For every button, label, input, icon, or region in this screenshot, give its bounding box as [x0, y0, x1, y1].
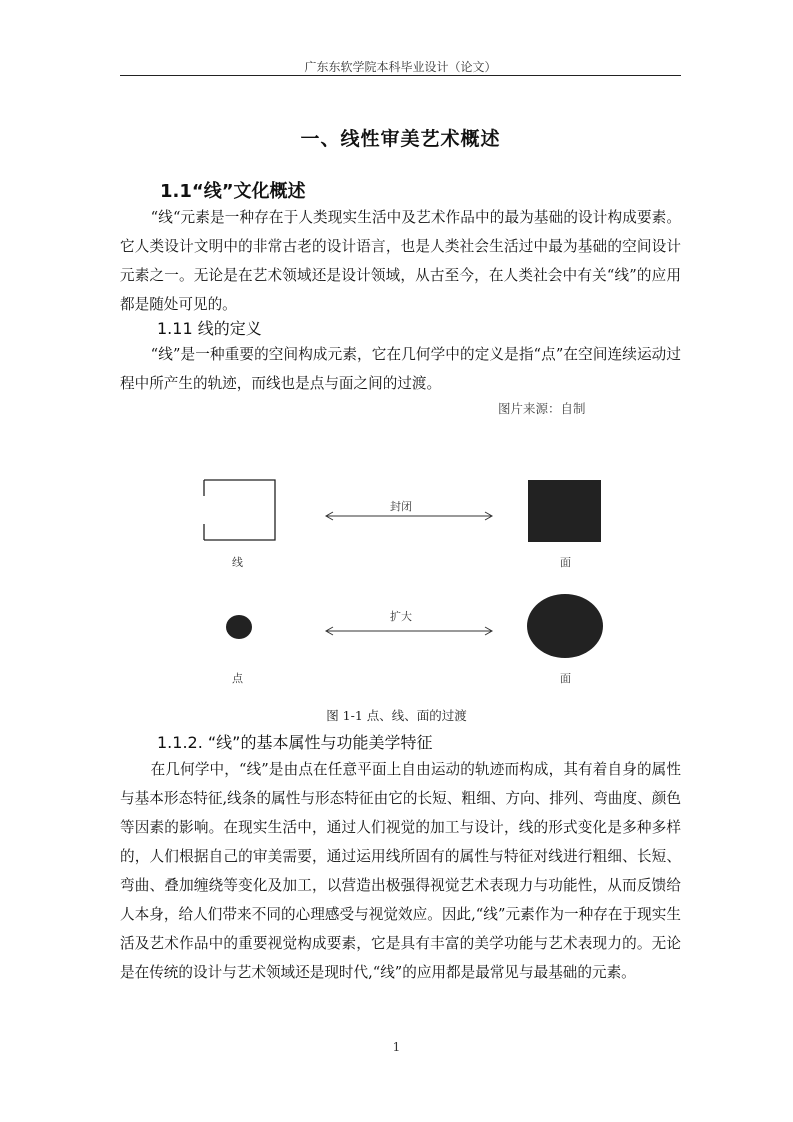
label-face-bottom: 面	[560, 672, 571, 685]
page-number: 1	[392, 1040, 401, 1054]
running-header: 广东东软学院本科毕业设计（论文）	[304, 60, 497, 74]
open-square-shape	[204, 480, 275, 540]
paragraph-line-culture: “线“元素是一种存在于人类现实生活中及艺术作品中的最为基础的设计构成要素。它人类设计文明中的非常古老的设计语言，也是人类社会生活过中最为基础的空间设计元素之一。无论是在艺术领域还是设计领域，从古至今，在人类社会中有关“线”的应用都是随处可见的。	[120, 209, 681, 313]
label-line: 线	[232, 556, 243, 569]
section-heading-1-1: 1.1“线”文化概述	[160, 181, 306, 202]
image-source-note: 图片来源：自制	[498, 401, 586, 416]
figure-caption: 图 1-1 点、线、面的过渡	[326, 708, 467, 723]
small-dot-shape	[226, 615, 252, 639]
paragraph-line-attributes: 在几何学中，“线”是由点在任意平面上自由运动的轨迹而构成，其有着自身的属性与基本形态特征,线条的属性与形态特征由它的长短、粗细、方向、排列、弯曲度、颜色等因素的影响。在现实生活中，通过人们视觉的加工与设计，线的形式变化是多种多样的，人们根据自己的审美需要，通过运用线所固有的属性与特征对线进行粗细、长短、弯曲、叠加缠绕等变化及加工，以营造出极强得视觉艺术表现力与功能性，从而反馈给人本身，给人们带来不同的心理感受与视觉效应。因此,“线”元素作为一种存在于现实生活及艺术作品中的重要视觉构成要素，它是具有丰富的美学功能与艺术表现力的。无论是在传统的设计与艺术领域还是现时代,“线”的应用都是最常见与最基础的元素。	[120, 761, 681, 981]
arrow-bottom-label: 扩大	[390, 610, 412, 623]
chapter-title: 一、线性审美艺术概述	[300, 128, 501, 150]
section-heading-1-11: 1.11 线的定义	[157, 319, 262, 338]
label-face-top: 面	[560, 556, 571, 569]
section-heading-1-1-2: 1.1.2. “线”的基本属性与功能美学特征	[157, 733, 433, 752]
arrow-top-label: 封闭	[390, 500, 412, 513]
label-point: 点	[232, 672, 243, 685]
paragraph-line-definition: “线”是一种重要的空间构成元素，它在几何学中的定义是指“点”在空间连续运动过程中所产生的轨迹，而线也是点与面之间的过渡。	[120, 346, 681, 392]
large-circle-shape	[527, 594, 603, 658]
figure-point-line-face	[190, 460, 620, 690]
header-rule	[120, 75, 681, 76]
filled-square-shape	[528, 480, 601, 542]
